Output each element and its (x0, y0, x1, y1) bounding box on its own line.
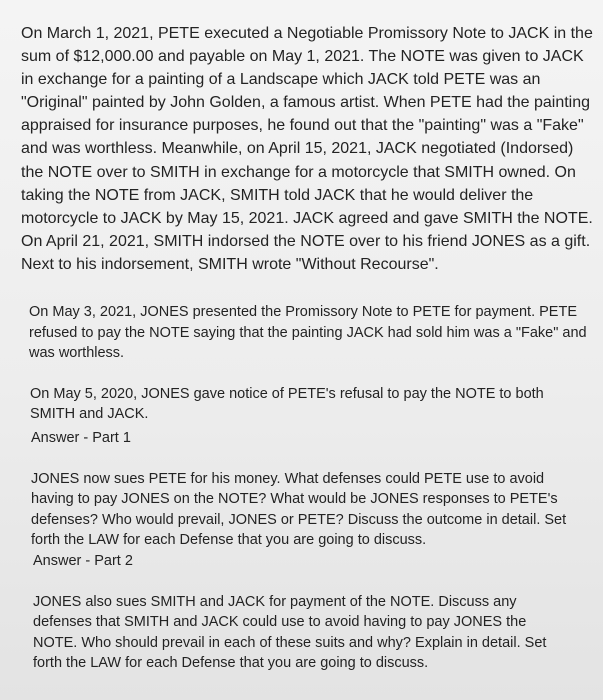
case-facts-paragraph: On March 1, 2021, PETE executed a Negotiable Promissory Note to JACK in the sum of $12,000.00 and payable on May 1, 2021. The NOTE was given to JACK in exchange for a painting of a Landscape which JACK told PETE was an "Original" painted by John Golden, a famous artist. When PETE had the painting appraised for insurance purposes, he found out that the "painting" was a "Fake" and was worthless. Meanwhile, on April 15, 2021, JACK negotiated (Indorsed) the NOTE over to SMITH in exchange for a motorcycle that SMITH owned. On taking the NOTE from JACK, SMITH told JACK that he would deliver the motorcycle to JACK by May 15, 2021. JACK agreed and gave SMITH the NOTE. On April 21, 2021, SMITH indorsed the NOTE over to his friend JONES as a gift. Next to his indorsement, SMITH wrote "Without Recourse". (21, 25, 593, 273)
question-part-1-paragraph: JONES now sues PETE for his money. What defenses could PETE use to avoid having to pay JONES on the NOTE? What would be JONES responses to PETE's defenses? Who would prevail, JONES or PETE? Discuss the outcome in detail. Set forth the LAW for each Defense that you are going to discuss. (31, 471, 567, 548)
answer-part-1-heading: Answer - Part 1 (31, 430, 131, 446)
answer-part-2-heading: Answer - Part 2 (33, 553, 133, 569)
question-part-2-paragraph: JONES also sues SMITH and JACK for payment of the NOTE. Discuss any defenses that SMITH and JACK could use to avoid having to pay JONES the NOTE. Who should prevail in each of these suits and why? Explain in detail. Set forth the LAW for each Defense that you are going to discuss. (33, 594, 547, 671)
presentment-paragraph: On May 3, 2021, JONES presented the Promissory Note to PETE for payment. PETE refused to pay the NOTE saying that the painting JACK had sold him was a "Fake" and was worthless. (29, 304, 587, 361)
notice-paragraph: On May 5, 2020, JONES gave notice of PETE's refusal to pay the NOTE to both SMITH and JACK. (30, 386, 544, 422)
